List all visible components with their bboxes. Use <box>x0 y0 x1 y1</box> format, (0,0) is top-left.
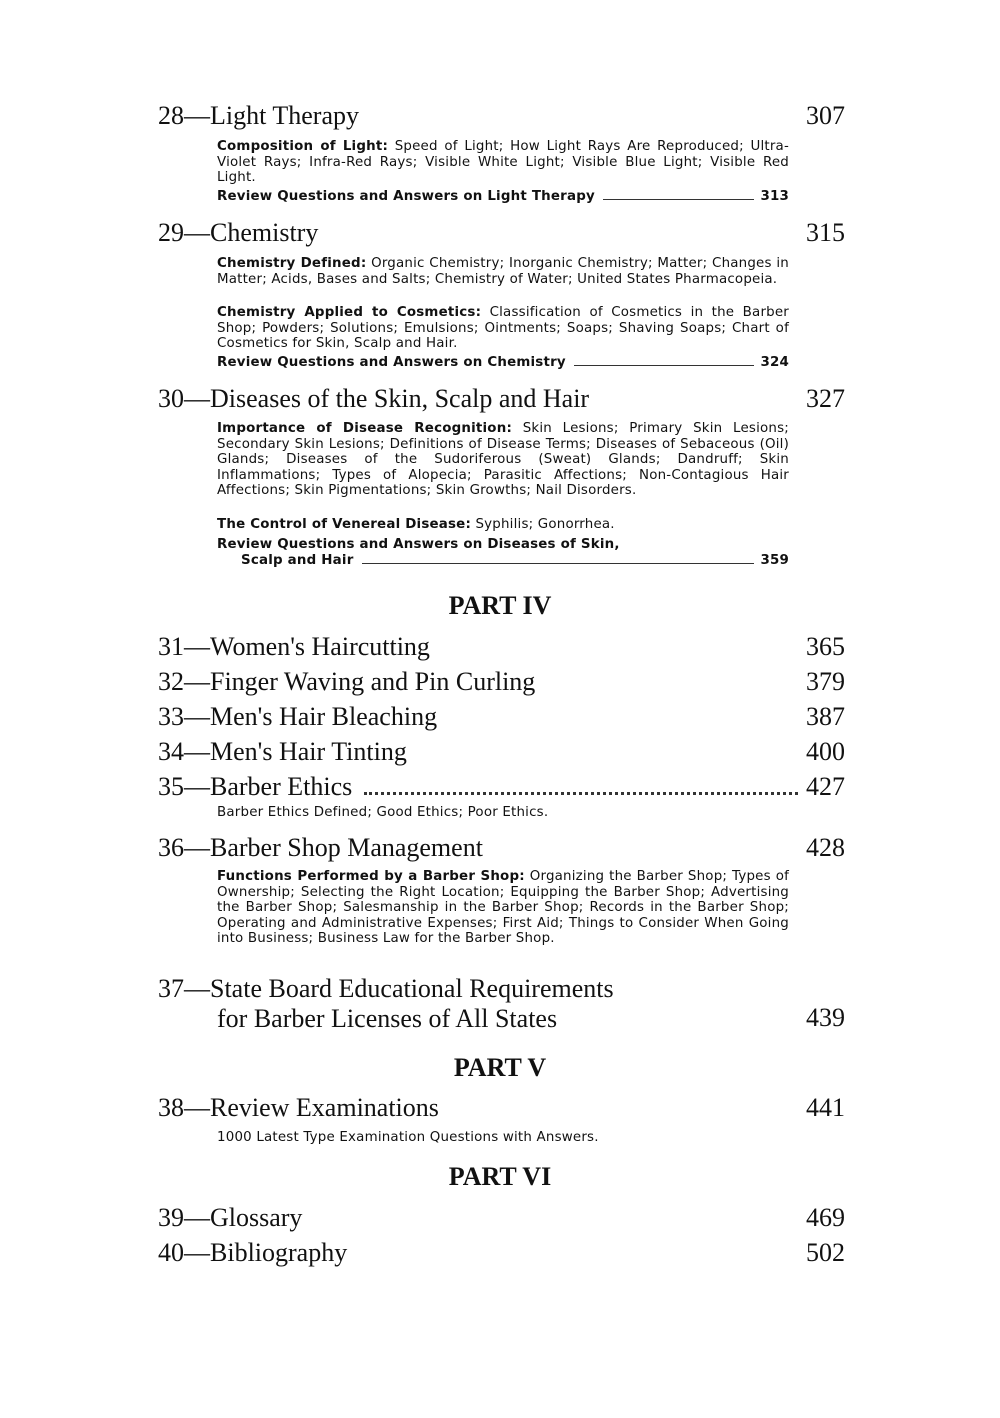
toc-entry-36-description <box>217 869 789 947</box>
toc-entry-35-title: 35—Barber Ethics <box>158 772 353 801</box>
desc-heading: Functions Performed by a Barber Shop: <box>217 869 525 884</box>
leader-line <box>574 365 755 366</box>
toc-entry-28-page: 307 <box>806 101 845 130</box>
review-page: 359 <box>760 552 789 568</box>
toc-entry-39-page: 469 <box>806 1203 845 1232</box>
dot-leader <box>364 792 798 795</box>
toc-entry-30-description-2 <box>217 517 789 533</box>
toc-entry-37-title: 37—State Board Educational Requirements <box>158 974 614 1003</box>
toc-entry-29-review <box>217 355 789 371</box>
toc-entry-29-description-2 <box>217 305 789 352</box>
toc-entry-29-description-1 <box>217 256 789 287</box>
toc-entry-30-review <box>217 537 789 568</box>
toc-entry-31-title: 31—Women's Haircutting <box>158 632 430 661</box>
toc-entry-38-title: 38—Review Examinations <box>158 1093 439 1122</box>
toc-entry-30-page: 327 <box>806 384 845 413</box>
desc-heading: Importance of Disease Recognition: <box>217 421 512 436</box>
toc-entry-36-page: 428 <box>806 833 845 862</box>
toc-entry-37-page: 439 <box>806 1003 845 1032</box>
toc-entry-28-description <box>217 139 789 186</box>
toc-entry-32-page: 379 <box>806 667 845 696</box>
part-v-heading: PART V <box>453 1053 547 1082</box>
desc-heading: The Control of Venereal Disease: <box>217 517 472 532</box>
toc-entry-31-page: 365 <box>806 632 845 661</box>
toc-entry-34-page: 400 <box>806 737 845 766</box>
review-label: Review Questions and Answers on Light Therapy <box>217 189 595 204</box>
part-vi-heading: PART VI <box>448 1162 552 1191</box>
toc-entry-28-title: 28—Light Therapy <box>158 101 359 130</box>
desc-text: Skin Lesions; Primary Skin Lesions; Secondary Skin Lesions; Definitions of Disease Terms; Diseases of Sebaceous (Oil) Glands; Diseases of the Sudoriferous (Sweat) Glands; Dandruff; Skin Inflammations; Types of Alopecia; Parasitic Affections; Non-Contagious Hair Affections; Skin Pigmentations; Skin Growths; Nail Disorders. <box>217 421 789 498</box>
toc-entry-30-title: 30—Diseases of the Skin, Scalp and Hair <box>158 384 590 413</box>
toc-entry-39-title: 39—Glossary <box>158 1203 303 1232</box>
toc-entry-35-description: Barber Ethics Defined; Good Ethics; Poor Ethics. <box>217 805 549 820</box>
review-page: 313 <box>760 189 789 204</box>
toc-entry-38-page: 441 <box>806 1093 845 1122</box>
toc-entry-40-page: 502 <box>806 1238 845 1267</box>
leader-line <box>603 199 755 200</box>
review-page: 324 <box>760 355 789 370</box>
desc-heading: Chemistry Defined: <box>217 256 367 271</box>
desc-heading: Chemistry Applied to Cosmetics: <box>217 305 482 320</box>
desc-heading: Composition of Light: <box>217 139 389 154</box>
toc-entry-28-review <box>217 189 789 205</box>
toc-entry-30-description-1 <box>217 421 789 499</box>
toc-entry-32-title: 32—Finger Waving and Pin Curling <box>158 667 536 696</box>
toc-entry-35-page: 427 <box>806 772 845 801</box>
toc-entry-33-title: 33—Men's Hair Bleaching <box>158 702 438 731</box>
review-label-line2: Scalp and Hair <box>241 552 354 568</box>
toc-entry-38-description: 1000 Latest Type Examination Questions with Answers. <box>217 1130 599 1145</box>
toc-entry-37-title-line2: for Barber Licenses of All States <box>217 1004 558 1033</box>
part-iv-heading: PART IV <box>448 591 552 620</box>
toc-entry-36-title: 36—Barber Shop Management <box>158 833 483 862</box>
desc-text: Classification of Cosmetics in the Barber Shop; Powders; Solutions; Emulsions; Ointments; Soaps; Shaving Soaps; Chart of Cosmetics for Skin, Scalp and Hair. <box>217 305 789 351</box>
toc-entry-35 <box>158 772 845 802</box>
toc-entry-33-page: 387 <box>806 702 845 731</box>
toc-entry-29-title: 29—Chemistry <box>158 218 319 247</box>
desc-text: Speed of Light; How Light Rays Are Reproduced; Ultra-Violet Rays; Infra-Red Rays; Visible White Light; Visible Blue Light; Visible Red Light. <box>217 139 789 185</box>
review-label: Review Questions and Answers on Chemistry <box>217 355 566 370</box>
review-label-line1: Review Questions and Answers on Diseases of Skin, <box>217 537 620 552</box>
toc-entry-40-title: 40—Bibliography <box>158 1238 348 1267</box>
toc-entry-34-title: 34—Men's Hair Tinting <box>158 737 407 766</box>
toc-entry-29-page: 315 <box>806 218 845 247</box>
desc-text: Organizing the Barber Shop; Types of Ownership; Selecting the Right Location; Equipping the Barber Shop; Advertising the Barber Shop; Salesmanship in the Barber Shop; Records in the Barber Shop; Operating and Administrative Expenses; First Aid; Things to Consider When Going into Business; Business Law for the Barber Shop. <box>217 869 790 946</box>
desc-text: Syphilis; Gonorrhea. <box>471 517 615 532</box>
desc-text: Organic Chemistry; Inorganic Chemistry; Matter; Changes in Matter; Acids, Bases and Salts; Chemistry of Water; United States Pharmacopeia. <box>217 256 789 287</box>
leader-line <box>362 563 755 564</box>
